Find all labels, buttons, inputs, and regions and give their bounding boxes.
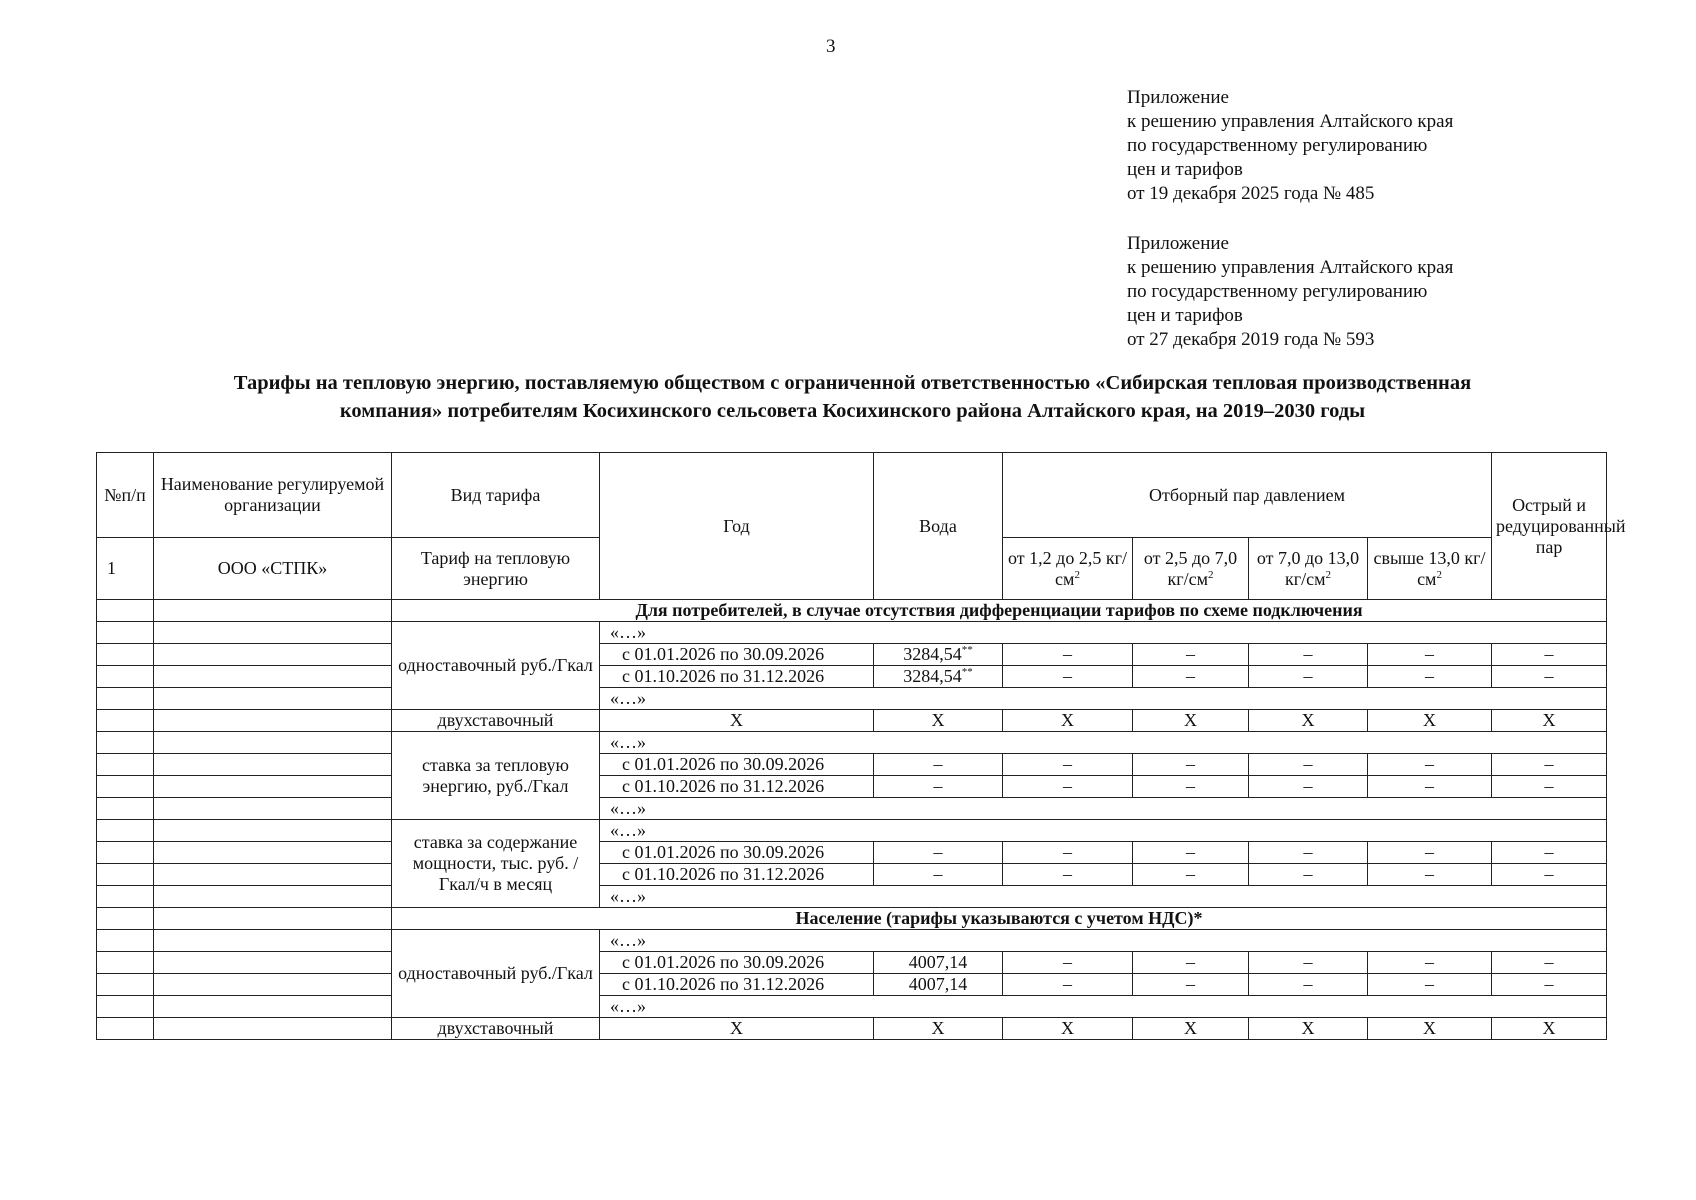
table-row <box>97 820 1607 842</box>
dash: – <box>1492 666 1607 688</box>
annex-line: цен и тарифов <box>1127 159 1243 180</box>
header-organization: Наименование регулируемой организации <box>154 453 392 538</box>
annex-line: от 19 декабря 2025 года № 485 <box>1127 183 1375 204</box>
header-tariff-type: Вид тарифа <box>392 453 600 538</box>
ellipsis: «…» <box>600 798 1607 820</box>
page-number: 3 <box>826 36 836 57</box>
tariff-type-one-rate: одноставочный руб./Гкал <box>392 930 600 1018</box>
dash: – <box>1003 842 1133 864</box>
dash: – <box>1003 644 1133 666</box>
dash: – <box>1249 666 1368 688</box>
ellipsis: «…» <box>600 622 1607 644</box>
x-mark: X <box>600 1018 874 1040</box>
title-line: компания» потребителям Косихинского сельсовета Косихинского района Алтайского края, на 2019–2030 годы <box>339 400 1366 422</box>
ellipsis: «…» <box>600 732 1607 754</box>
annex-line: к решению управления Алтайского края <box>1127 257 1454 278</box>
x-mark: X <box>1492 1018 1607 1040</box>
dash: – <box>1249 864 1368 886</box>
section-title: Для потребителей, в случае отсутствия дифференциации тарифов по схеме подключения <box>392 600 1607 622</box>
ellipsis: «…» <box>600 996 1607 1018</box>
section-row <box>97 600 1607 622</box>
dash: – <box>1133 864 1249 886</box>
dash: – <box>1492 754 1607 776</box>
tariffs-table <box>96 452 1626 1040</box>
x-mark: X <box>874 1018 1003 1040</box>
header-num: №п/п <box>97 453 154 538</box>
x-mark: X <box>1492 710 1607 732</box>
x-mark: X <box>1003 1018 1133 1040</box>
cell-num: 1 <box>97 538 154 600</box>
dash: – <box>1249 644 1368 666</box>
ellipsis: «…» <box>600 886 1607 908</box>
table-row <box>97 666 1607 688</box>
header-steam: Отборный пар давлением <box>1003 453 1492 538</box>
document-title <box>80 369 1625 425</box>
table-row <box>97 974 1607 996</box>
tariff-type-energy-rate: ставка за тепловую энергию, руб./Гкал <box>392 732 600 820</box>
table-row <box>97 732 1607 754</box>
dash: – <box>1133 952 1249 974</box>
period: с 01.10.2026 по 31.12.2026 <box>600 776 874 798</box>
x-mark: X <box>1368 1018 1492 1040</box>
table-row <box>97 886 1607 908</box>
annex-line: от 27 декабря 2019 года № 593 <box>1127 329 1375 350</box>
dash: – <box>1133 754 1249 776</box>
period: с 01.01.2026 по 30.09.2026 <box>600 754 874 776</box>
period: с 01.01.2026 по 30.09.2026 <box>600 952 874 974</box>
dash: – <box>874 754 1003 776</box>
water-value: 3284,54** <box>874 644 1003 666</box>
dash: – <box>1368 974 1492 996</box>
water-value: 4007,14 <box>874 974 1003 996</box>
dash: – <box>1492 644 1607 666</box>
dash: – <box>874 776 1003 798</box>
dash: – <box>1492 776 1607 798</box>
dash: – <box>1368 776 1492 798</box>
x-mark: X <box>874 710 1003 732</box>
dash: – <box>1133 666 1249 688</box>
dash: – <box>1133 974 1249 996</box>
table-row <box>97 754 1607 776</box>
dash: – <box>1368 952 1492 974</box>
x-mark: X <box>1249 1018 1368 1040</box>
dash: – <box>1492 974 1607 996</box>
tariff-type-capacity-rate: ставка за содержание мощности, тыс. руб. /Гкал/ч в месяц <box>392 820 600 908</box>
table-row <box>97 688 1607 710</box>
table-row <box>97 710 1607 732</box>
header-steam-3: от 7,0 до 13,0 $кг/см^2$ <box>1249 538 1368 600</box>
tariff-type-two-rate: двухставочный <box>392 1018 600 1040</box>
dash: – <box>1492 952 1607 974</box>
dash: – <box>1003 864 1133 886</box>
dash: – <box>1003 974 1133 996</box>
dash: – <box>1003 666 1133 688</box>
dash: – <box>1368 864 1492 886</box>
dash: – <box>1492 864 1607 886</box>
dash: – <box>1249 952 1368 974</box>
water-value: 3284,54** <box>874 666 1003 688</box>
period: с 01.10.2026 по 31.12.2026 <box>600 864 874 886</box>
dash: – <box>1249 974 1368 996</box>
dash: – <box>1133 644 1249 666</box>
dash: – <box>1249 754 1368 776</box>
title-line: Тарифы на тепловую энергию, поставляемую обществом с ограниченной ответственностью «Сибирская тепловая производственная <box>233 372 1472 394</box>
tariff-type-two-rate: двухставочный <box>392 710 600 732</box>
header-water: Вода <box>874 453 1003 600</box>
header-steam-1: от 1,2 до 2,5 $кг/см^2$ <box>1003 538 1133 600</box>
table-row <box>97 1018 1607 1040</box>
ellipsis: «…» <box>600 688 1607 710</box>
dash: – <box>1003 776 1133 798</box>
annex-line: Приложение <box>1127 87 1229 108</box>
table-row <box>97 930 1607 952</box>
header-year: Год <box>600 453 874 600</box>
dash: – <box>1368 842 1492 864</box>
table-row <box>97 996 1607 1018</box>
header-steam-2: от 2,5 до 7,0 $кг/см^2$ <box>1133 538 1249 600</box>
tariff-type-one-rate: одноставочный руб./Гкал <box>392 622 600 710</box>
dash: – <box>874 864 1003 886</box>
ellipsis: «…» <box>600 930 1607 952</box>
header-sharp-steam: Острый и редуцированный пар <box>1492 453 1607 600</box>
dash: – <box>1003 952 1133 974</box>
x-mark: X <box>1249 710 1368 732</box>
dash: – <box>1368 754 1492 776</box>
dash: – <box>1368 666 1492 688</box>
cell-organization: ООО «СТПК» <box>154 538 392 600</box>
dash: – <box>1133 842 1249 864</box>
dash: – <box>1368 644 1492 666</box>
table-row <box>97 952 1607 974</box>
header-row <box>97 453 1607 538</box>
table-row <box>97 842 1607 864</box>
cell-tariff: Тариф на тепловую энергию <box>392 538 600 600</box>
x-mark: X <box>600 710 874 732</box>
period: с 01.01.2026 по 30.09.2026 <box>600 644 874 666</box>
table-row <box>97 798 1607 820</box>
water-value: 4007,14 <box>874 952 1003 974</box>
annex-line: к решению управления Алтайского края <box>1127 111 1454 132</box>
annex-header-original <box>1127 232 1453 352</box>
annex-line: Приложение <box>1127 233 1229 254</box>
dash: – <box>874 842 1003 864</box>
header-steam-4: свыше 13,0 $кг/см^2$ <box>1368 538 1492 600</box>
annex-line: цен и тарифов <box>1127 305 1243 326</box>
dash: – <box>1492 842 1607 864</box>
period: с 01.01.2026 по 30.09.2026 <box>600 842 874 864</box>
dash: – <box>1249 842 1368 864</box>
x-mark: X <box>1368 710 1492 732</box>
period: с 01.10.2026 по 31.12.2026 <box>600 666 874 688</box>
dash: – <box>1249 776 1368 798</box>
x-mark: X <box>1003 710 1133 732</box>
annex-header-current <box>1127 86 1453 206</box>
dash: – <box>1003 754 1133 776</box>
dash: – <box>1133 776 1249 798</box>
table-row <box>97 864 1607 886</box>
section-title: Население (тарифы указываются с учетом НДС)* <box>392 908 1607 930</box>
table-row <box>97 622 1607 644</box>
annex-line: по государственному регулированию <box>1127 281 1428 302</box>
table-row <box>97 776 1607 798</box>
x-mark: X <box>1133 710 1249 732</box>
section-row <box>97 908 1607 930</box>
ellipsis: «…» <box>600 820 1607 842</box>
table-row <box>97 644 1607 666</box>
annex-line: по государственному регулированию <box>1127 135 1428 156</box>
x-mark: X <box>1133 1018 1249 1040</box>
period: с 01.10.2026 по 31.12.2026 <box>600 974 874 996</box>
